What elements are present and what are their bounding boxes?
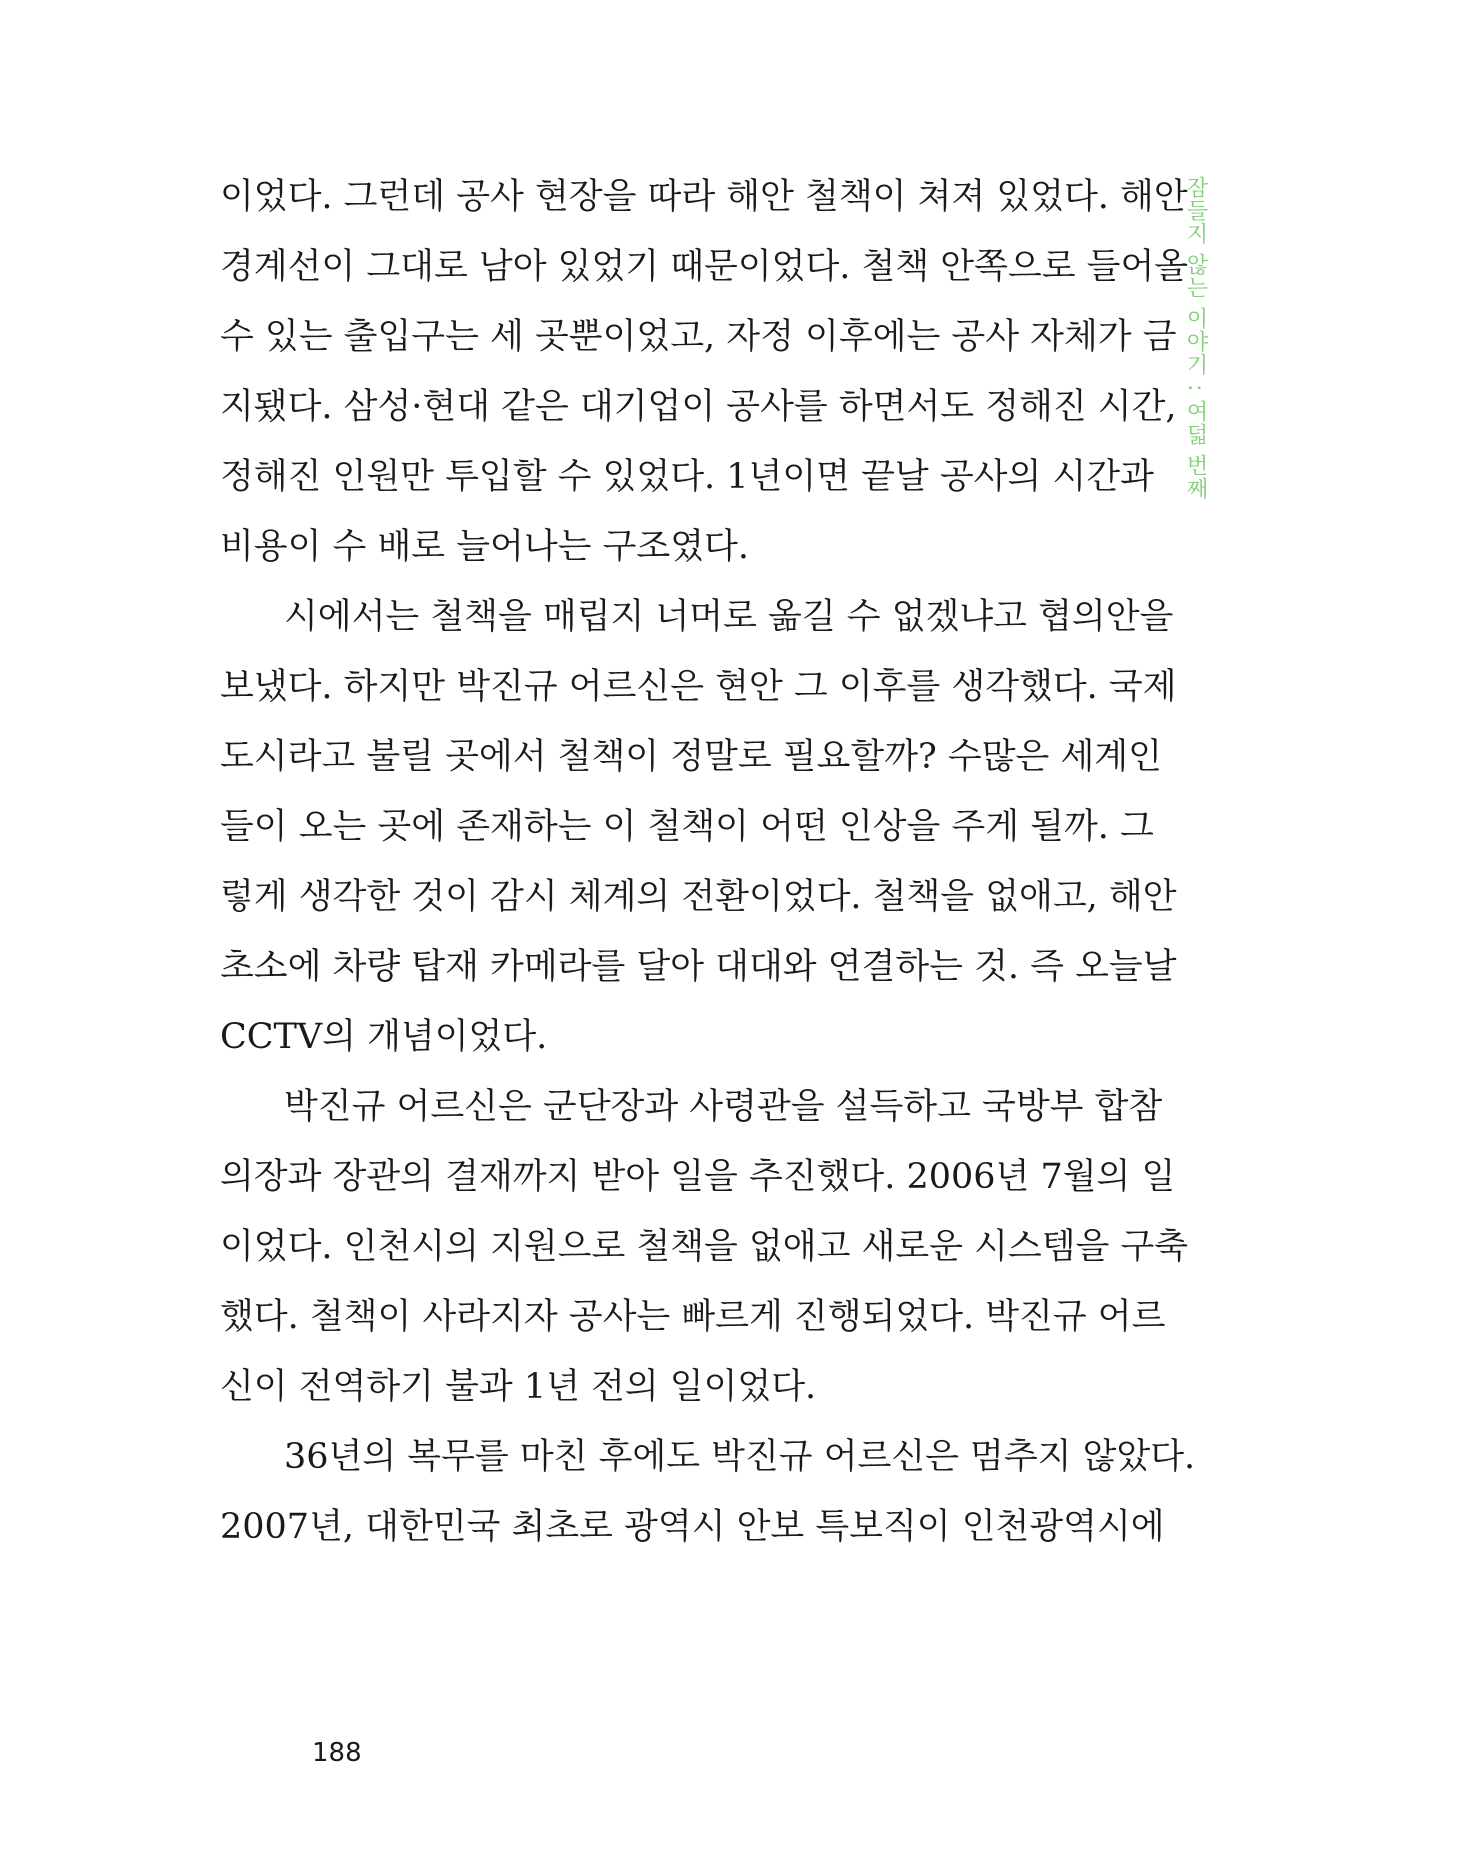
text-line: 박진규 어르신은 군단장과 사령관을 설득하고 국방부 합참 xyxy=(284,1087,1163,1127)
text-line: CCTV의 개념이었다. xyxy=(220,1017,548,1057)
text-line: 경계선이 그대로 남아 있었기 때문이었다. 철책 안쪽으로 들어올 xyxy=(220,247,1189,287)
text-line: 정해진 인원만 투입할 수 있었다. 1년이면 끝날 공사의 시간과 xyxy=(220,457,1154,497)
text-line: 시에서는 철책을 매립지 너머로 옮길 수 없겠냐고 협의안을 xyxy=(284,597,1174,637)
text-line: 도시라고 불릴 곳에서 철책이 정말로 필요할까? 수많은 세계인 xyxy=(220,737,1162,777)
text-line: 수 있는 출입구는 세 곳뿐이었고, 자정 이후에는 공사 자체가 금 xyxy=(220,317,1177,357)
paragraph-1 xyxy=(220,162,1189,582)
text-line: 이었다. 그런데 공사 현장을 따라 해안 철책이 쳐져 있었다. 해안 xyxy=(220,177,1188,217)
text-line: 지됐다. 삼성·현대 같은 대기업이 공사를 하면서도 정해진 시간, xyxy=(220,387,1177,427)
text-line: 보냈다. 하지만 박진규 어르신은 현안 그 이후를 생각했다. 국제 xyxy=(220,667,1177,707)
text-line: 신이 전역하기 불과 1년 전의 일이었다. xyxy=(220,1367,817,1407)
text-line: 의장과 장관의 결재까지 받아 일을 추진했다. 2006년 7월의 일 xyxy=(220,1157,1176,1197)
text-line: 렇게 생각한 것이 감시 체계의 전환이었다. 철책을 없애고, 해안 xyxy=(220,877,1177,917)
paragraph-3 xyxy=(220,1072,1189,1422)
text-line: 이었다. 인천시의 지원으로 철책을 없애고 새로운 시스템을 구축 xyxy=(220,1227,1189,1267)
running-head: 잠들지 않는 이야기 : 여덟 번째 xyxy=(1183,176,1208,501)
text-line: 들이 오는 곳에 존재하는 이 철책이 어떤 인상을 주게 될까. 그 xyxy=(220,807,1154,847)
paragraph-4 xyxy=(220,1422,1196,1562)
text-line: 비용이 수 배로 늘어나는 구조였다. xyxy=(220,527,749,567)
text-line: 36년의 복무를 마친 후에도 박진규 어르신은 멈추지 않았다. xyxy=(284,1437,1196,1477)
text-line: 초소에 차량 탑재 카메라를 달아 대대와 연결하는 것. 즉 오늘날 xyxy=(220,947,1177,987)
paragraph-2 xyxy=(220,582,1177,1072)
text-line: 했다. 철책이 사라지자 공사는 빠르게 진행되었다. 박진규 어르 xyxy=(220,1297,1166,1337)
page-number: 188 xyxy=(312,1738,362,1768)
text-line: 2007년, 대한민국 최초로 광역시 안보 특보직이 인천광역시에 xyxy=(220,1507,1165,1547)
